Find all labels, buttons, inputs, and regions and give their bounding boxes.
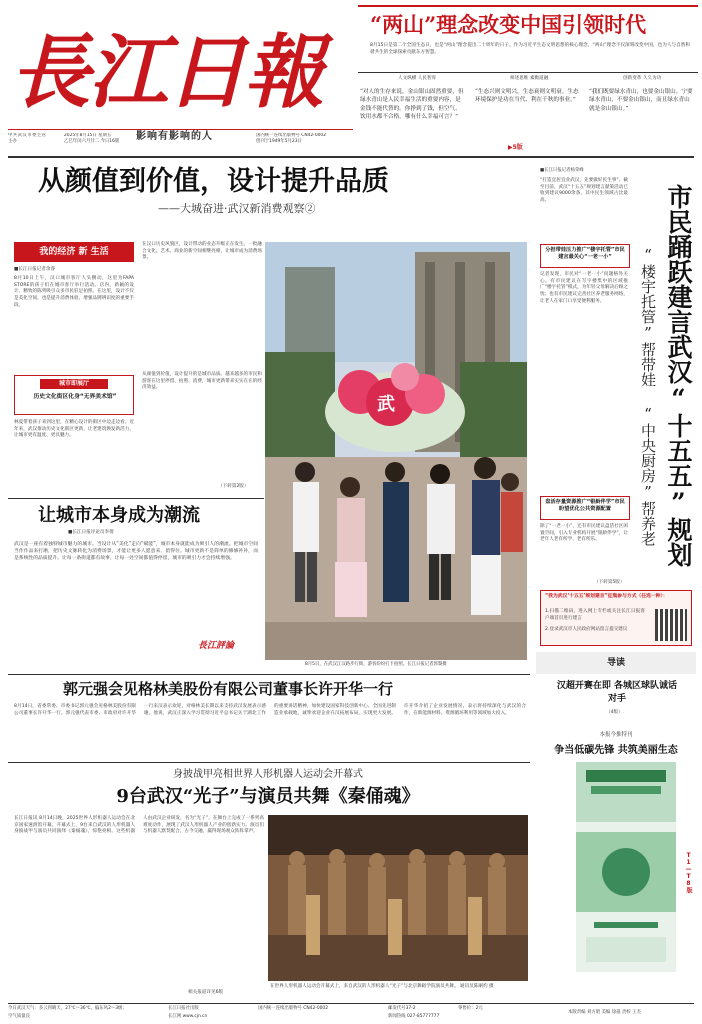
side-sub2: 盘活存量资源推广“银龄伴学”市民盼望优化公共资源配置 [545,499,625,513]
footer-office: 长江日报社出版 [168,1006,199,1011]
guo-body: 8月14日，省委常委、市委书记郭元强会见格林美股份有限公司董事长许开华一行。郭元强代表市委、市政府对许开华一行来汉表示欢迎，对格林美长期以来支持武汉发展表示感谢。他说，武汉正深入学习贯彻习近平总书记关于湖北工作的重要讲话精神，加快建设国家科技创新中心、全国先进制造业承载地，诚挚欢迎企业在汉拓展布局，实现更大发展。许开华介绍了企业发展情况，表示将持续深化与武汉的合作，在新能源材料、资源循环利用等领域加大投入。 [14,704,526,716]
robot-more[interactable]: 相关报道详见6版 [188,990,224,995]
side-title[interactable]: 市民踊跃建言武汉“十五五”规划 [664,184,693,567]
issue-lunar: 乙巳年闰六月廿二 今日16版 [64,139,120,145]
side-story[interactable] [536,160,696,648]
lead-body-2: 林夏带着孩子来到这里，在精心设计的街区中边走边看。近年来，武汉推动历史文化街区更新，让老建筑焕发新活力，让城市更有温度、更具魅力。 [14,420,134,439]
banner-byline-2: 师述思维 素衡道融 [510,76,549,81]
banner-quote-3: “我们既要绿水青山，也要金山银山。宁要绿水青山，不要金山银山，而且绿水青山就是金山银山。” [589,89,693,112]
banner-rule-mid [358,72,698,73]
section-sub: 历史文化街区化身“无界美术馆” [33,394,117,400]
robot-title[interactable]: 9台武汉“光子”与演员共舞《秦俑魂》 [116,786,420,807]
lead-title[interactable]: 从颜值到价值，设计提升品质 [38,166,389,197]
side-kicker: ■长江日报记者杨荣峰 [540,168,584,173]
top-banner[interactable] [358,5,698,153]
lead-body-4: 从颜值到价值，设计提升的是城市品质。越来越多的市民和游客在这里停留、拍照、消费，城市更新带来实实在在的经济效益。 [142,372,262,391]
side-box[interactable] [540,590,692,646]
banner-quote-2: “生态兴则文明兴，生态衰则文明衰。生态环境保护是功在当代、利在千秋的事业。” [475,89,579,104]
banner-quote-1: “对人的生存来说，金山银山固然重要，但绿水青山是人民幸福生活的重要内容，是金钱不能代替的。你挣到了钱，但空气、饮用水都不合格，哪有什么幸福可言？” [360,89,464,121]
footer-tel: 新闻热线 027-85777777 [388,1014,440,1019]
footer [8,1005,698,1023]
banner-page-ref[interactable]: ▶5版 [508,144,523,151]
lead-photo [265,242,527,660]
top-divider [8,156,694,158]
footer-editors: 本版责编 刘方昭 美编 徐晟 责校 王杰 [568,1010,641,1015]
guide-page-1: （4版） [606,710,623,715]
lead-byline: ■长江日报记者余睿 [14,267,56,272]
banner-lead: 8月15日是第二个全国生态日，也是“两山”理念提出二十周年的日子。作为习近平生态文明思想的核心理念，“两山”理念不仅深刻改变中国，也为人与自然和谐共生的全球探索贡献东方智慧。 [370,43,690,55]
banner-byline-1: 人文纵横 人民智库 [398,76,437,81]
promo-cover-image [576,762,676,972]
column-tag-label: 我的经济 新 生活 [39,247,109,257]
commentary-byline: ■长江日报评论员李倩 [68,530,114,535]
footer-rule [8,1003,694,1004]
side-continued: （下转第5版） [594,580,625,585]
masthead-cn-number: 国内统一连续出版物号 CN42-0002 [256,133,326,138]
masthead-publisher: 中共武汉市委主管主办 [8,133,46,145]
issue-date: 2025年8月15日 星期五 [64,133,112,138]
guo-story[interactable] [8,676,530,760]
commentary-stamp: 長江評論 [198,641,235,651]
robot-photo [268,815,528,981]
section-box [14,375,134,415]
lead-continued: （下转第2版） [218,484,249,489]
guide-header [536,652,696,674]
street-crowd-image [265,242,527,660]
masthead-date [64,133,132,153]
robot-body: 长江日报讯 8月14日晚，2025世界人形机器人运动会在北京国家速滑馆开幕。开幕式上，9台来自武汉的人形机器人身披战甲与演员共同演绎《秦俑魂》，惊艳亮相。这些机器人由武汉企业研发，名为“光子”，在舞台上完成了一系列高难度动作，展现了武汉人形机器人产业的创新实力。演员们与机器人默契配合，古今交融，赢得现场观众阵阵掌声。 [14,816,264,835]
guide-promo-pages: T1—T8版 [685,852,692,893]
side-box-item-1: 1.扫描二维码，进入网上专栏或关注长江日报客户端首页进行建言 [545,609,645,621]
masthead-cn [256,133,356,153]
guide-label: 导读 [606,658,625,668]
side-box-item-2: 2.登录武汉市人民政府网站留言提交建议 [545,627,628,632]
column-tag [14,242,134,262]
commentary-rule [8,498,264,499]
footer-post: 邮发代号37-2 [388,1006,416,1011]
masthead-founded: 创刊于1949年5月23日 [256,139,302,145]
guide[interactable] [536,652,696,974]
side-sub2-box [540,496,630,520]
lead-subtitle: ——大城奋进·武汉新消费观察② [158,202,316,215]
side-sub1: 分担带娃压力推广“楼宇托管”市民建言最关心“一老一小” [545,247,625,261]
commentary[interactable] [8,498,264,673]
footer-cn: 国内统一连续出版物号 CN42-0002 [258,1006,328,1011]
svg-text:武: 武 [377,394,395,414]
side-body2: 除了“一老一小”，还有市民建议盘活社区闲置空间，引入专业机构开展“银龄伴学”，让老年人老有所学、老有所乐。 [540,524,628,543]
commentary-title[interactable]: 让城市本身成为潮流 [38,505,200,526]
side-deck: “楼宇托管”帮带娃 “中央厨房”帮养老 [639,246,657,546]
guo-rule [8,674,530,675]
guide-promo-label: 本报今推特刊 [599,732,633,738]
banner-rule-top [358,5,698,7]
side-intro: “打造宜居宜业武汉，先要做好民生事”。截至目前，武汉“十五五”规划建言献策活动已收到建议9000余条，其中民生领域占比最高。 [540,178,628,203]
side-body1: 记者发现，市民对“一老一小”问题格外关心。有市民建议在写字楼集中的区域推广“楼宇托管”模式，为年轻父母解决后顾之忧；也有市民建议完善社区养老服务网络，让老人在家门口享受便利服务。 [540,272,628,304]
commentary-body: 武汉是一座有着独特城市魅力的城市。当设计从“美化”走向“赋能”，城市本身就能成为吸引人的潮流。把城市空间当作作品来打磨，把历史文脉转化为消费场景，才能让更多人愿意来、留得住。城市更新不是简单的修修补补，而是系统性的品质提升。让每一条街道都有故事，让每一处空间都值得停留，城市的吸引力才会持续增强。 [14,542,258,561]
masthead-logo [10,22,340,127]
robot-stage-image [268,815,528,981]
robot-deck: 身披战甲亮相世界人形机器人运动会开幕式 [173,769,363,780]
footer-price: 零售价：2元 [458,1006,483,1011]
side-box-title: “我为武汉‘十五五’规划建言”征集参与方式（任选一种）： [545,594,668,599]
footer-site[interactable]: 长江网 www.cjn.cn [168,1014,208,1019]
lead-body-1: 8月10日上午，汉口城市客厅人头攒动，这里为FAPA STORE的孩子们在城市客厅举行活动。店内，新颖的设计、精致的陈列吸引众多市民驻足拍照。在这里，设计不仅是美化空间，也是提升消费体验、增强品牌辨识度的重要手段。 [14,276,134,308]
section-label: 城市即展厅 [40,379,108,389]
guide-item-1[interactable]: 汉超开赛在即 各城区球队诚话对手 [556,681,678,705]
robot-caption: 在世界人形机器人运动会开幕式上，来自武汉的人形机器人“光子”与北京舞蹈学院演员共舞。 通讯员陈刷灼 摄 [270,984,494,989]
promo-cover[interactable] [576,762,676,972]
logo-text: 長江日報 [10,25,322,119]
footer-weather: 今日武汉天气：多云到晴天，27℃～36℃，偏东风2～3级； [8,1006,127,1011]
lead-body-3: 在汉口历史风貌区，设计带动的业态升级正在发生。一批融合文化、艺术、商业的新空间相继亮相，让城市成为消费场景。 [142,242,262,261]
banner-title[interactable]: “两山”理念改变中国引领时代 [370,12,647,37]
guo-title[interactable]: 郭元强会见格林美股份有限公司董事长许开华一行 [63,680,394,698]
masthead-tagline: 影响有影响的人 [136,131,213,142]
guide-promo-title[interactable]: 争当低碳先锋 共筑美丽生态 [554,745,678,756]
banner-byline-3: 创新变革 久久为功 [623,76,662,81]
lead-photo-caption: 8月5日，在武汉江汉路步行街，游客纷纷打卡拍照。长江日报记者郭黎摄 [305,662,447,667]
robot-columns [14,816,264,996]
qr-code-icon[interactable] [655,609,687,641]
robot-rule [8,762,530,763]
footer-aqi: 空气质量良 [8,1014,30,1019]
side-sub1-box [540,244,630,268]
guo-columns [14,704,526,758]
